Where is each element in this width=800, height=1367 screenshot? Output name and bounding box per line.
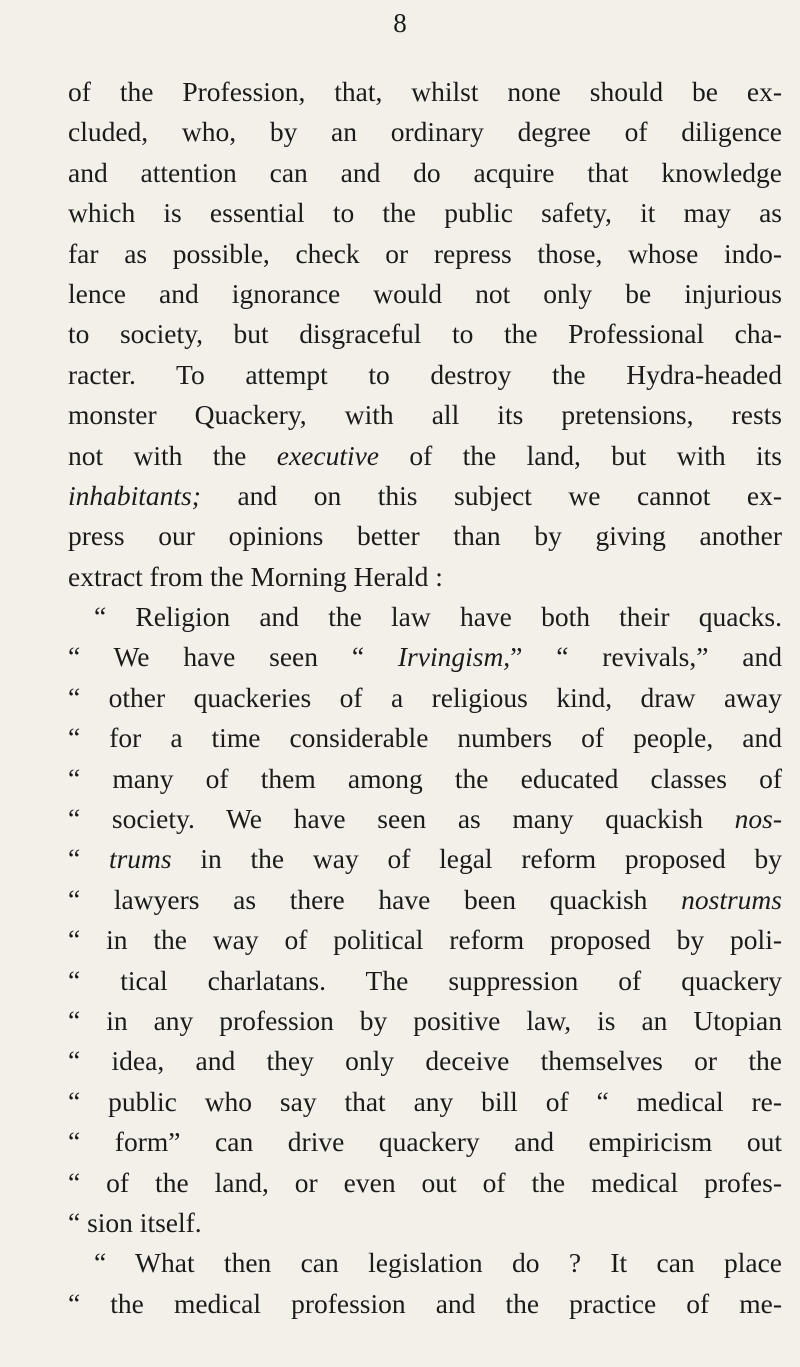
text-line (68, 1243, 782, 1283)
text-segment: ” “ revivals,” and (510, 641, 782, 673)
italic-text: nostrums (681, 883, 782, 915)
text-segment: “ the medical profession and the practice of me- (68, 1287, 782, 1319)
text-line (68, 476, 782, 516)
text-segment: “ Religion and the law have both their quacks. (94, 601, 782, 633)
text-line (68, 516, 782, 556)
page-number: 8 (393, 8, 407, 38)
text-line (68, 274, 782, 314)
text-segment: far as possible, check or repress those, whose indo- (68, 237, 782, 269)
text-line (68, 234, 782, 274)
text-segment: lence and ignorance would not only be injurious (68, 277, 782, 309)
text-line (68, 799, 782, 839)
text-segment: “ for a time considerable numbers of people, and (68, 722, 782, 754)
text-line (68, 112, 782, 152)
text-segment: “ lawyers as there have been quackish (68, 883, 682, 915)
text-segment: “ idea, and they only deceive themselves or the (68, 1045, 782, 1077)
text-segment: “ We have seen “ (68, 641, 398, 673)
text-line (68, 72, 782, 112)
italic-text: inhabitants; (68, 479, 201, 511)
text-segment: “ in any profession by positive law, is an Utopian (68, 1004, 782, 1036)
text-line (68, 355, 782, 395)
italic-text: Irvingism, (397, 641, 511, 673)
text-segment: monster Quackery, with all its pretensions, rests (68, 399, 782, 431)
text-line (68, 759, 782, 799)
text-segment: of the land, but with its (379, 439, 782, 471)
text-segment: “ form” can drive quackery and empiricism out (68, 1126, 782, 1158)
text-line (68, 1122, 782, 1162)
text-line (68, 193, 782, 233)
text-segment: “ What then can legislation do ? It can place (94, 1247, 782, 1279)
text-segment: “ many of them among the educated classes of (68, 762, 782, 794)
text-segment: press our opinions better than by giving another (68, 520, 782, 552)
text-segment: “ tical charlatans. The suppression of quackery (68, 964, 782, 996)
text-line (68, 961, 782, 1001)
text-segment: and attention can and do acquire that knowledge (68, 156, 782, 188)
text-line (68, 1284, 782, 1324)
text-segment: in the way of legal reform proposed by (171, 843, 782, 875)
text-line (68, 1001, 782, 1041)
text-line (68, 314, 782, 354)
text-line (68, 153, 782, 193)
text-segment: “ sion itself. (68, 1206, 202, 1238)
text-line (68, 395, 782, 435)
text-segment: to society, but disgraceful to the Professional cha- (68, 318, 782, 350)
text-segment: and on this subject we cannot ex- (200, 479, 782, 511)
text-segment: not with the (68, 439, 277, 471)
body-text (68, 72, 782, 1324)
text-line (68, 880, 782, 920)
text-line (68, 839, 782, 879)
text-line (68, 597, 782, 637)
italic-text: nos- (734, 803, 782, 835)
text-segment: “ of the land, or even out of the medical profes- (68, 1166, 782, 1198)
text-line (68, 436, 782, 476)
text-segment: “ (68, 843, 109, 875)
italic-text: trums (108, 843, 172, 875)
text-line (68, 678, 782, 718)
text-segment: “ other quackeries of a religious kind, draw away (68, 681, 782, 713)
text-segment: of the Profession, that, whilst none should be ex- (68, 76, 782, 107)
text-segment: cluded, who, by an ordinary degree of diligence (68, 116, 782, 148)
text-line (68, 920, 782, 960)
text-line (68, 1082, 782, 1122)
text-segment: which is essential to the public safety, it may as (68, 197, 782, 229)
text-line (68, 557, 782, 597)
text-line (68, 718, 782, 758)
text-segment: “ society. We have seen as many quackish (68, 803, 735, 835)
text-line (68, 637, 782, 677)
text-line (68, 1041, 782, 1081)
text-segment: racter. To attempt to destroy the Hydra-headed (68, 358, 782, 390)
text-line (68, 1163, 782, 1203)
text-segment: “ in the way of political reform proposed by poli- (68, 924, 782, 956)
text-line (68, 1203, 782, 1243)
italic-text: executive (276, 439, 380, 471)
text-segment: “ public who say that any bill of “ medical re- (68, 1085, 782, 1117)
text-segment: extract from the Morning Herald : (68, 560, 443, 592)
